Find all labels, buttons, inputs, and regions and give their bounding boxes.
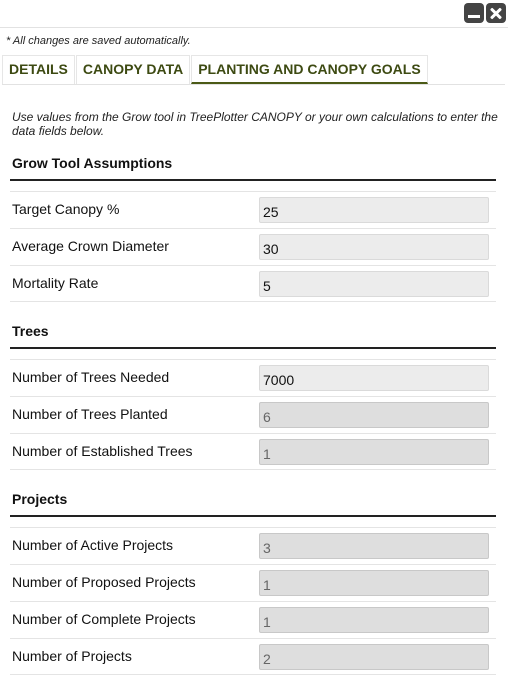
complete-projects-input: 1 xyxy=(259,607,489,633)
section-rule xyxy=(10,347,496,349)
field-row-trees-planted xyxy=(10,396,496,433)
field-label: Mortality Rate xyxy=(12,275,99,291)
window-controls xyxy=(464,3,506,23)
proposed-projects-input: 1 xyxy=(259,570,489,596)
tab-planting-and-canopy-goals[interactable]: PLANTING AND CANOPY GOALS xyxy=(191,55,427,84)
trees-planted-input: 6 xyxy=(259,402,489,428)
tab-bar xyxy=(2,55,429,84)
field-label: Number of Active Projects xyxy=(12,537,174,553)
autosave-note: * All changes are saved automatically. xyxy=(6,35,191,47)
total-projects-input: 2 xyxy=(259,644,489,670)
field-label: Number of Established Trees xyxy=(12,443,193,459)
tab-divider xyxy=(2,84,505,85)
field-row-total-projects xyxy=(10,638,496,675)
close-icon[interactable] xyxy=(486,3,506,23)
field-label: Number of Trees Needed xyxy=(12,369,170,385)
field-row-proposed-projects xyxy=(10,564,496,601)
section-title-trees: Trees xyxy=(12,323,49,339)
section-rule xyxy=(10,515,496,517)
mortality-rate-input[interactable]: 5 xyxy=(259,271,489,297)
field-label: Number of Projects xyxy=(12,648,132,664)
tab-details[interactable]: DETAILS xyxy=(2,55,75,84)
field-row-established-trees xyxy=(10,433,496,470)
field-label: Average Crown Diameter xyxy=(12,238,169,254)
section-title-projects: Projects xyxy=(12,491,68,507)
active-projects-input: 3 xyxy=(259,533,489,559)
header-divider xyxy=(0,27,508,28)
field-row-target-canopy xyxy=(10,191,496,228)
section-title-grow-tool: Grow Tool Assumptions xyxy=(12,155,173,171)
field-row-trees-needed xyxy=(10,359,496,396)
field-label: Number of Complete Projects xyxy=(12,611,196,627)
field-row-complete-projects xyxy=(10,601,496,638)
field-row-mortality-rate xyxy=(10,265,496,302)
field-label: Target Canopy % xyxy=(12,201,120,217)
field-row-active-projects xyxy=(10,527,496,564)
field-label: Number of Trees Planted xyxy=(12,406,168,422)
minimize-icon[interactable] xyxy=(464,3,484,23)
tab-canopy-data[interactable]: CANOPY DATA xyxy=(76,55,190,84)
trees-needed-input[interactable]: 7000 xyxy=(259,365,489,391)
field-row-average-crown-diameter xyxy=(10,228,496,265)
section-rule xyxy=(10,179,496,181)
average-crown-diameter-input[interactable]: 30 xyxy=(259,234,489,260)
target-canopy-input[interactable]: 25 xyxy=(259,197,489,223)
established-trees-input: 1 xyxy=(259,439,489,465)
intro-text: Use values from the Grow tool in TreePlotter CANOPY or your own calculations to enter the data fields below. xyxy=(12,110,498,138)
field-label: Number of Proposed Projects xyxy=(12,574,196,590)
